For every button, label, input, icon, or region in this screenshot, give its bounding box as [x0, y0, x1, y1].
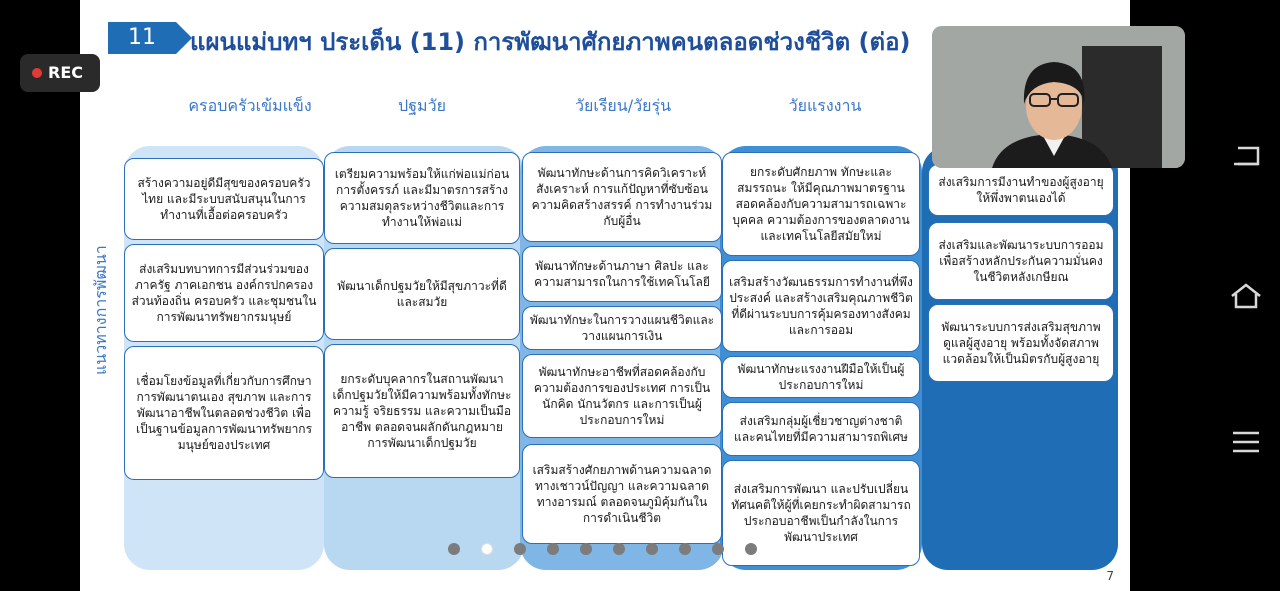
guideline-box: ส่งเสริมกลุ่มผู้เชี่ยวชาญต่างชาติและคนไทยที่มีความสามารถพิเศษ [722, 402, 920, 456]
guideline-box: เชื่อมโยงข้อมูลที่เกี่ยวกับการศึกษา การพัฒนาตนเอง สุขภาพ และการพัฒนาอาชีพในตลอดช่วงชีวิต เพื่อเป็นฐานข้อมูลการพัฒนาทรัพยากรมนุษย์ของประเทศ [124, 346, 324, 480]
pagination-dot[interactable] [514, 543, 526, 555]
guideline-box: ยกระดับบุคลากรในสถานพัฒนาเด็กปฐมวัยให้มีความพร้อมทั้งทักษะ ความรู้ จริยธรรม และความเป็นมืออาชีพ ตลอดจนผลักดันกฎหมายการพัฒนาเด็กปฐมวัย [324, 344, 520, 478]
android-navigation-bar [1210, 0, 1280, 591]
guideline-box: พัฒนาเด็กปฐมวัยให้มีสุขภาวะที่ดีและสมวัย [324, 248, 520, 340]
pagination-dot[interactable] [712, 543, 724, 555]
page-number: 7 [1106, 569, 1114, 583]
guideline-box: พัฒนาทักษะแรงงานฝีมือให้เป็นผู้ประกอบการใหม่ [722, 356, 920, 398]
row-label-development-guidelines: แนวทางการพัฒนา [91, 245, 110, 375]
recent-apps-button[interactable] [1226, 422, 1266, 462]
recording-label: REC [48, 63, 83, 82]
guideline-box: ส่งเสริมและพัฒนาระบบการออม เพื่อสร้างหลักประกันความมั่นคงในชีวิตหลังเกษียณ [928, 222, 1114, 300]
record-dot-icon [32, 68, 42, 78]
pagination-dot[interactable] [745, 543, 757, 555]
guideline-box: เสริมสร้างวัฒนธรรมการทำงานที่พึงประสงค์ และสร้างเสริมคุณภาพชีวิตที่ดีผ่านระบบการคุ้มครองทางสังคมและการออม [722, 260, 920, 352]
pagination-dot[interactable] [448, 543, 460, 555]
recording-indicator [20, 54, 100, 92]
guideline-box: ยกระดับศักยภาพ ทักษะและสมรรถนะ ให้มีคุณภาพมาตรฐานสอดคล้องกับความสามารถเฉพาะบุคคล ความต้องการของตลาดงานและเทคโนโลยีสมัยใหม่ [722, 152, 920, 256]
guideline-box: พัฒนาทักษะด้านการคิดวิเคราะห์ สังเคราะห์ การแก้ปัญหาที่ซับซ้อน ความคิดสร้างสรรค์ การทำงานร่วมกับผู้อื่น [522, 152, 722, 242]
pagination-dot[interactable] [646, 543, 658, 555]
guideline-box: สร้างความอยู่ดีมีสุขของครอบครัวไทย และมีระบบสนับสนุนในการทำงานที่เอื้อต่อครอบครัว [124, 158, 324, 240]
home-icon [1228, 282, 1264, 310]
pagination-dot[interactable] [580, 543, 592, 555]
presenter-video-feed[interactable] [932, 26, 1185, 168]
guideline-box: พัฒนาทักษะอาชีพที่สอดคล้องกับความต้องการของประเทศ การเป็นนักคิด นักนวัตกร และการเป็นผู้ประกอบการใหม่ [522, 354, 722, 438]
menu-icon [1230, 428, 1262, 456]
pagination-dot-active[interactable] [481, 543, 493, 555]
guideline-box: ส่งเสริมการมีงานทำของผู้สูงอายุให้พึ่งพาตนเองได้ [928, 164, 1114, 216]
slide-pagination-dots[interactable] [448, 543, 757, 555]
back-icon [1230, 142, 1262, 170]
guideline-box: พัฒนาระบบการส่งเสริมสุขภาพดูแลผู้สูงอายุ พร้อมทั้งจัดสภาพแวดล้อมให้เป็นมิตรกับผู้สูงอายุ [928, 304, 1114, 382]
pagination-dot[interactable] [613, 543, 625, 555]
slide-number-badge: 11 [108, 22, 176, 54]
presenter-avatar-icon [932, 26, 1185, 168]
guideline-box: เสริมสร้างศักยภาพด้านความฉลาดทางเชาวน์ปัญญา และความฉลาดทางอารมณ์ ตลอดจนภูมิคุ้มกันในการดำเนินชีวิต [522, 444, 722, 544]
slide-title: แผนแม่บทฯ ประเด็น (11) การพัฒนาศักยภาพคนตลอดช่วงชีวิต (ต่อ) [190, 28, 911, 56]
column-header-family: ครอบครัวเข้มแข็ง [188, 96, 312, 115]
guideline-box: พัฒนาทักษะด้านภาษา ศิลปะ และความสามารถในการใช้เทคโนโลยี [522, 246, 722, 302]
guideline-box: เตรียมความพร้อมให้แก่พ่อแม่ก่อนการตั้งครรภ์ และมีมาตรการสร้างความสมดุลระหว่างชีวิตและการทำงานให้พ่อแม่ [324, 152, 520, 244]
pagination-dot[interactable] [547, 543, 559, 555]
column-header-working-age: วัยแรงงาน [788, 96, 862, 115]
column-header-early-childhood: ปฐมวัย [398, 96, 446, 115]
pagination-dot[interactable] [679, 543, 691, 555]
guideline-box: พัฒนาทักษะในการวางแผนชีวิตและวางแผนการเงิน [522, 306, 722, 350]
guideline-box: ส่งเสริมบทบาทการมีส่วนร่วมของภาครัฐ ภาคเอกชน องค์กรปกครองส่วนท้องถิ่น ครอบครัว และชุมชนในการพัฒนาทรัพยากรมนุษย์ [124, 244, 324, 342]
column-header-school-age: วัยเรียน/วัยรุ่น [574, 96, 671, 115]
guideline-box: ส่งเสริมการพัฒนา และปรับเปลี่ยนทัศนคติให้ผู้ที่เคยกระทำผิดสามารถประกอบอาชีพเป็นกำลังในการพัฒนาประเทศ [722, 460, 920, 566]
back-button[interactable] [1226, 136, 1266, 176]
home-button[interactable] [1226, 276, 1266, 316]
